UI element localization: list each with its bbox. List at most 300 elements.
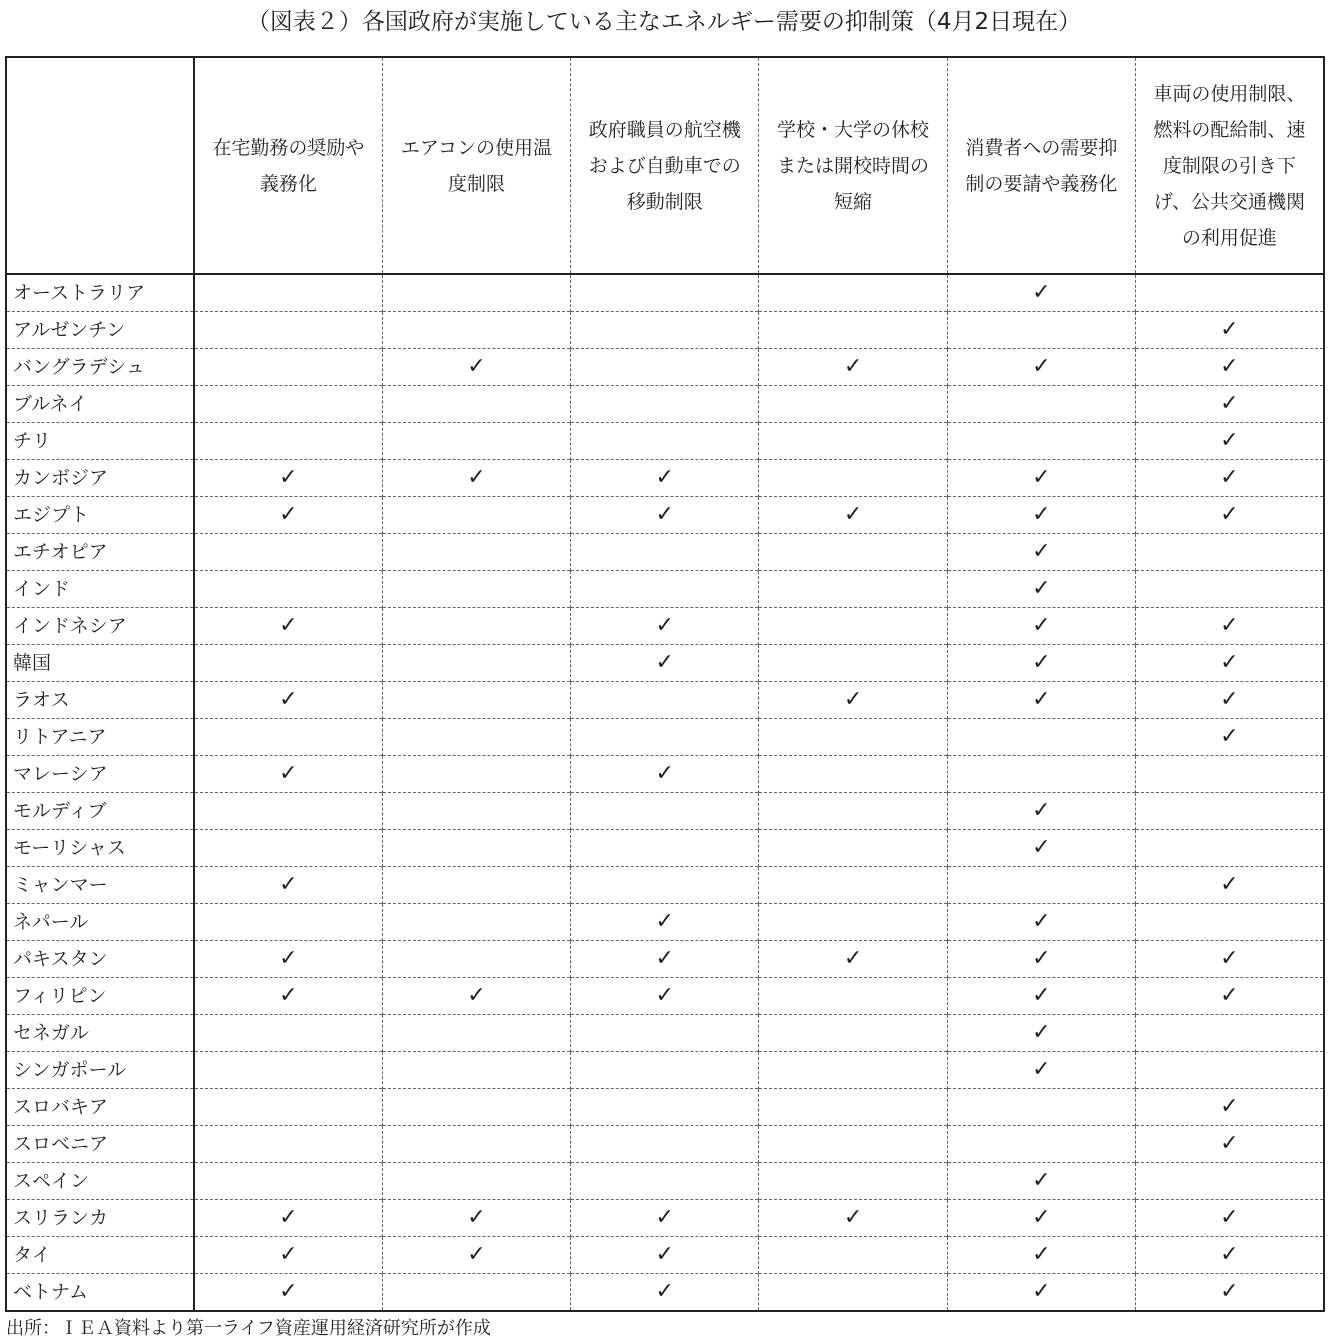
measure-cell xyxy=(194,830,382,867)
measure-cell xyxy=(382,1015,570,1052)
check-mark-icon: ✓ xyxy=(1032,687,1051,712)
measure-cell xyxy=(382,682,570,719)
measure-cell xyxy=(759,867,947,904)
check-mark-icon: ✓ xyxy=(1220,613,1239,638)
check-mark-icon: ✓ xyxy=(1032,1279,1051,1304)
measure-cell xyxy=(382,534,570,571)
table-row xyxy=(6,1015,1324,1052)
measure-cell xyxy=(1135,312,1323,349)
measure-cell xyxy=(759,497,947,534)
check-mark-icon: ✓ xyxy=(655,1242,674,1267)
check-mark-icon: ✓ xyxy=(655,946,674,971)
measure-cell xyxy=(759,274,947,312)
check-mark-icon: ✓ xyxy=(843,502,863,527)
check-mark-icon: ✓ xyxy=(467,465,486,490)
check-mark-icon: ✓ xyxy=(1220,983,1239,1008)
measure-cell xyxy=(947,1052,1135,1089)
check-mark-icon: ✓ xyxy=(1032,280,1051,305)
measure-cell xyxy=(947,1237,1135,1274)
table-row xyxy=(6,274,1324,312)
table-row xyxy=(6,423,1324,460)
measure-cell xyxy=(571,1200,759,1237)
measure-cell xyxy=(571,1237,759,1274)
measure-cell xyxy=(571,386,759,423)
measure-cell xyxy=(947,571,1135,608)
country-cell: インドネシア xyxy=(6,608,194,645)
measure-cell xyxy=(194,349,382,386)
measure-cell xyxy=(194,904,382,941)
measure-cell xyxy=(759,904,947,941)
country-cell: チリ xyxy=(6,423,194,460)
check-mark-icon: ✓ xyxy=(279,613,298,638)
measure-cell xyxy=(571,1015,759,1052)
country-cell: タイ xyxy=(6,1237,194,1274)
measure-cell xyxy=(1135,904,1323,941)
table-row xyxy=(6,1274,1324,1312)
measure-cell xyxy=(1135,1089,1323,1126)
check-mark-icon: ✓ xyxy=(1032,576,1051,601)
measure-cell xyxy=(382,386,570,423)
measure-cell xyxy=(947,349,1135,386)
measure-cell xyxy=(194,645,382,682)
check-mark-icon: ✓ xyxy=(1032,983,1051,1008)
check-mark-icon: ✓ xyxy=(279,1279,298,1304)
table-row xyxy=(6,386,1324,423)
check-mark-icon: ✓ xyxy=(843,946,863,971)
measure-cell xyxy=(571,312,759,349)
measure-cell xyxy=(1135,1237,1323,1274)
measure-cell xyxy=(571,608,759,645)
check-mark-icon: ✓ xyxy=(655,909,674,934)
check-mark-icon: ✓ xyxy=(1032,1242,1051,1267)
measure-cell xyxy=(382,274,570,312)
measure-cell xyxy=(571,978,759,1015)
measure-cell xyxy=(571,1089,759,1126)
measure-cell xyxy=(947,645,1135,682)
country-cell: モーリシャス xyxy=(6,830,194,867)
figure-title: （図表２）各国政府が実施している主なエネルギー需要の抑制策（4月2日現在） xyxy=(246,9,1082,35)
check-mark-icon: ✓ xyxy=(279,946,298,971)
measure-cell xyxy=(382,460,570,497)
measure-cell xyxy=(571,571,759,608)
measure-cell xyxy=(759,978,947,1015)
check-mark-icon: ✓ xyxy=(467,354,486,379)
measure-cell xyxy=(382,719,570,756)
measure-cell xyxy=(571,349,759,386)
measure-cell xyxy=(571,423,759,460)
corner-cell xyxy=(6,57,194,274)
measure-cell xyxy=(382,497,570,534)
measure-cell xyxy=(1135,534,1323,571)
measure-cell xyxy=(571,645,759,682)
measure-cell xyxy=(1135,1015,1323,1052)
measure-cell xyxy=(382,830,570,867)
check-mark-icon: ✓ xyxy=(1032,354,1051,379)
check-mark-icon: ✓ xyxy=(655,1205,674,1230)
measure-cell xyxy=(947,1200,1135,1237)
country-cell: バングラデシュ xyxy=(6,349,194,386)
measure-cell xyxy=(194,608,382,645)
measure-cell xyxy=(1135,571,1323,608)
measure-cell xyxy=(1135,941,1323,978)
measure-cell xyxy=(1135,1052,1323,1089)
measure-cell xyxy=(947,682,1135,719)
measure-cell xyxy=(382,312,570,349)
check-mark-icon: ✓ xyxy=(1032,1057,1051,1082)
measure-cell xyxy=(382,904,570,941)
column-header: 政府職員の航空機 および自動車での 移動制限 xyxy=(571,57,759,274)
check-mark-icon: ✓ xyxy=(279,502,298,527)
measure-cell xyxy=(194,1089,382,1126)
country-cell: セネガル xyxy=(6,1015,194,1052)
measure-cell xyxy=(759,1015,947,1052)
table-row xyxy=(6,793,1324,830)
measure-cell xyxy=(194,274,382,312)
table-row xyxy=(6,1089,1324,1126)
measure-cell xyxy=(947,497,1135,534)
measure-cell xyxy=(1135,274,1323,312)
measure-cell xyxy=(194,793,382,830)
table-row xyxy=(6,941,1324,978)
check-mark-icon: ✓ xyxy=(1032,1168,1051,1193)
measure-cell xyxy=(194,682,382,719)
table-row xyxy=(6,1200,1324,1237)
measure-cell xyxy=(382,793,570,830)
measure-cell xyxy=(194,312,382,349)
measure-cell xyxy=(194,497,382,534)
check-mark-icon: ✓ xyxy=(467,1242,486,1267)
check-mark-icon: ✓ xyxy=(279,983,298,1008)
table-row xyxy=(6,608,1324,645)
table-row xyxy=(6,830,1324,867)
check-mark-icon: ✓ xyxy=(655,613,674,638)
country-cell: スロバキア xyxy=(6,1089,194,1126)
check-mark-icon: ✓ xyxy=(843,354,863,379)
check-mark-icon: ✓ xyxy=(655,983,674,1008)
measure-cell xyxy=(194,1163,382,1200)
measure-cell xyxy=(382,1274,570,1312)
measure-cell xyxy=(947,608,1135,645)
measure-cell xyxy=(382,1052,570,1089)
measure-cell xyxy=(194,571,382,608)
measure-cell xyxy=(759,1200,947,1237)
check-mark-icon: ✓ xyxy=(279,872,298,897)
column-header: 車両の使用制限、 燃料の配給制、速 度制限の引き下 げ、公共交通機関 の利用促進 xyxy=(1135,57,1323,274)
measure-cell xyxy=(382,1200,570,1237)
measure-cell xyxy=(1135,978,1323,1015)
measure-cell xyxy=(759,682,947,719)
measure-cell xyxy=(947,534,1135,571)
measure-cell xyxy=(1135,497,1323,534)
column-header: 消費者への需要抑 制の要請や義務化 xyxy=(947,57,1135,274)
check-mark-icon: ✓ xyxy=(1220,354,1239,379)
country-cell: カンボジア xyxy=(6,460,194,497)
check-mark-icon: ✓ xyxy=(1220,465,1239,490)
table-row xyxy=(6,1163,1324,1200)
check-mark-icon: ✓ xyxy=(1032,539,1051,564)
measure-cell xyxy=(947,1163,1135,1200)
check-mark-icon: ✓ xyxy=(1220,650,1239,675)
measure-cell xyxy=(382,1237,570,1274)
check-mark-icon: ✓ xyxy=(467,983,486,1008)
measure-cell xyxy=(947,1089,1135,1126)
table-row xyxy=(6,497,1324,534)
measure-cell xyxy=(759,534,947,571)
measure-cell xyxy=(194,1237,382,1274)
measure-cell xyxy=(571,830,759,867)
measure-cell xyxy=(759,460,947,497)
measure-cell xyxy=(1135,793,1323,830)
measure-cell xyxy=(759,1237,947,1274)
table-row xyxy=(6,645,1324,682)
check-mark-icon: ✓ xyxy=(1220,1242,1239,1267)
measure-cell xyxy=(1135,1274,1323,1312)
measure-cell xyxy=(947,830,1135,867)
measure-cell xyxy=(194,1200,382,1237)
column-header: 学校・大学の休校 または開校時間の 短縮 xyxy=(759,57,947,274)
country-cell: スロベニア xyxy=(6,1126,194,1163)
measure-cell xyxy=(759,1052,947,1089)
measure-cell xyxy=(194,1052,382,1089)
check-mark-icon: ✓ xyxy=(1220,1279,1239,1304)
check-mark-icon: ✓ xyxy=(655,650,674,675)
country-cell: 韓国 xyxy=(6,645,194,682)
check-mark-icon: ✓ xyxy=(1220,428,1239,453)
measure-cell xyxy=(759,423,947,460)
country-cell: リトアニア xyxy=(6,719,194,756)
check-mark-icon: ✓ xyxy=(843,1205,863,1230)
country-cell: ネパール xyxy=(6,904,194,941)
measures-table xyxy=(5,56,1325,1312)
measure-cell xyxy=(1135,1126,1323,1163)
check-mark-icon: ✓ xyxy=(1220,1094,1239,1119)
check-mark-icon: ✓ xyxy=(1220,946,1239,971)
measure-cell xyxy=(382,941,570,978)
measure-cell xyxy=(759,1163,947,1200)
measure-cell xyxy=(947,312,1135,349)
measure-cell xyxy=(1135,423,1323,460)
measure-cell xyxy=(382,571,570,608)
measure-cell xyxy=(571,1163,759,1200)
measure-cell xyxy=(194,534,382,571)
measure-cell xyxy=(571,719,759,756)
check-mark-icon: ✓ xyxy=(279,687,298,712)
measure-cell xyxy=(1135,386,1323,423)
table-row xyxy=(6,904,1324,941)
measure-cell xyxy=(194,941,382,978)
measure-cell xyxy=(947,756,1135,793)
country-cell: ブルネイ xyxy=(6,386,194,423)
measure-cell xyxy=(947,1126,1135,1163)
check-mark-icon: ✓ xyxy=(655,465,674,490)
measure-cell xyxy=(571,274,759,312)
country-cell: アルゼンチン xyxy=(6,312,194,349)
measure-cell xyxy=(759,941,947,978)
table-row xyxy=(6,312,1324,349)
table-row xyxy=(6,978,1324,1015)
check-mark-icon: ✓ xyxy=(1220,724,1239,749)
measure-cell xyxy=(759,1274,947,1312)
measure-cell xyxy=(759,830,947,867)
check-mark-icon: ✓ xyxy=(1032,613,1051,638)
measure-cell xyxy=(382,756,570,793)
measure-cell xyxy=(571,460,759,497)
measure-cell xyxy=(571,756,759,793)
measure-cell xyxy=(1135,608,1323,645)
measure-cell xyxy=(759,608,947,645)
measure-cell xyxy=(1135,756,1323,793)
table-row xyxy=(6,534,1324,571)
country-cell: パキスタン xyxy=(6,941,194,978)
measure-cell xyxy=(382,867,570,904)
measure-cell xyxy=(947,1274,1135,1312)
check-mark-icon: ✓ xyxy=(279,1242,298,1267)
measure-cell xyxy=(194,1126,382,1163)
measure-cell xyxy=(571,1126,759,1163)
measure-cell xyxy=(194,978,382,1015)
source-note: 出所：ＩＥＡ資料より第一ライフ資産運用経済研究所が作成 xyxy=(6,1318,491,1339)
check-mark-icon: ✓ xyxy=(1220,687,1239,712)
measure-cell xyxy=(947,423,1135,460)
measure-cell xyxy=(382,423,570,460)
measure-cell xyxy=(571,941,759,978)
measure-cell xyxy=(194,1015,382,1052)
check-mark-icon: ✓ xyxy=(1220,502,1239,527)
measure-cell xyxy=(1135,349,1323,386)
country-cell: オーストラリア xyxy=(13,282,146,304)
measure-cell xyxy=(759,719,947,756)
check-mark-icon: ✓ xyxy=(1220,1131,1239,1156)
country-cell: シンガポール xyxy=(6,1052,194,1089)
measure-cell xyxy=(382,645,570,682)
measure-cell xyxy=(759,793,947,830)
measure-cell xyxy=(1135,682,1323,719)
table-row xyxy=(6,349,1324,386)
measure-cell xyxy=(1135,1200,1323,1237)
country-cell: スペイン xyxy=(6,1163,194,1200)
check-mark-icon: ✓ xyxy=(655,1279,674,1304)
measure-cell xyxy=(382,1163,570,1200)
measure-cell xyxy=(382,1126,570,1163)
table-row xyxy=(6,1126,1324,1163)
measure-cell xyxy=(1135,645,1323,682)
measure-cell xyxy=(1135,867,1323,904)
measure-cell xyxy=(947,793,1135,830)
measure-cell xyxy=(1135,1163,1323,1200)
country-cell: ミャンマー xyxy=(6,867,194,904)
measure-cell xyxy=(194,756,382,793)
measure-cell xyxy=(571,793,759,830)
table-row xyxy=(6,682,1324,719)
table-row xyxy=(6,867,1324,904)
measure-cell xyxy=(759,645,947,682)
measure-cell xyxy=(1135,830,1323,867)
measure-cell xyxy=(571,1052,759,1089)
country-cell: フィリピン xyxy=(6,978,194,1015)
country-cell: モルディブ xyxy=(6,793,194,830)
check-mark-icon: ✓ xyxy=(467,1205,486,1230)
table-row xyxy=(6,756,1324,793)
table-row xyxy=(6,719,1324,756)
country-cell: スリランカ xyxy=(6,1200,194,1237)
measure-cell xyxy=(194,423,382,460)
measure-cell xyxy=(571,904,759,941)
measure-cell xyxy=(947,867,1135,904)
measure-cell xyxy=(759,386,947,423)
check-mark-icon: ✓ xyxy=(655,761,674,786)
measure-cell xyxy=(947,719,1135,756)
check-mark-icon: ✓ xyxy=(1220,391,1239,416)
measure-cell xyxy=(1135,719,1323,756)
measure-cell xyxy=(759,1089,947,1126)
measure-cell xyxy=(571,534,759,571)
check-mark-icon: ✓ xyxy=(1032,650,1051,675)
table-row xyxy=(6,1237,1324,1274)
measure-cell xyxy=(947,978,1135,1015)
measure-cell xyxy=(571,497,759,534)
check-mark-icon: ✓ xyxy=(655,502,674,527)
check-mark-icon: ✓ xyxy=(1032,835,1051,860)
check-mark-icon: ✓ xyxy=(1220,872,1239,897)
measure-cell xyxy=(571,1274,759,1312)
column-header: エアコンの使用温 度制限 xyxy=(382,57,570,274)
country-cell: インド xyxy=(6,571,194,608)
check-mark-icon: ✓ xyxy=(1032,502,1051,527)
check-mark-icon: ✓ xyxy=(1032,1205,1051,1230)
check-mark-icon: ✓ xyxy=(1032,465,1051,490)
check-mark-icon: ✓ xyxy=(1032,1020,1051,1045)
country-cell: エジプト xyxy=(6,497,194,534)
check-mark-icon: ✓ xyxy=(1032,946,1051,971)
measure-cell xyxy=(382,349,570,386)
measure-cell xyxy=(947,941,1135,978)
measure-cell xyxy=(194,867,382,904)
measure-cell xyxy=(1135,460,1323,497)
check-mark-icon: ✓ xyxy=(1032,798,1051,823)
check-mark-icon: ✓ xyxy=(279,761,298,786)
measure-cell xyxy=(194,460,382,497)
check-mark-icon: ✓ xyxy=(1032,909,1051,934)
measure-cell xyxy=(947,904,1135,941)
country-cell: ベトナム xyxy=(6,1274,194,1312)
measure-cell xyxy=(759,349,947,386)
table-row xyxy=(6,571,1324,608)
measure-cell xyxy=(759,312,947,349)
table-row xyxy=(6,1052,1324,1089)
measure-cell xyxy=(571,867,759,904)
measure-cell xyxy=(947,386,1135,423)
measure-cell xyxy=(947,274,1135,312)
table-row xyxy=(6,460,1324,497)
measure-cell xyxy=(947,1015,1135,1052)
country-cell: ラオス xyxy=(6,682,194,719)
measure-cell xyxy=(194,386,382,423)
table-header-row xyxy=(6,57,1324,274)
measure-cell xyxy=(382,608,570,645)
measure-cell xyxy=(194,1274,382,1312)
table-body xyxy=(6,274,1324,1311)
check-mark-icon: ✓ xyxy=(843,687,863,712)
check-mark-icon: ✓ xyxy=(279,1205,298,1230)
measure-cell xyxy=(382,978,570,1015)
measure-cell xyxy=(382,1089,570,1126)
measure-cell xyxy=(194,719,382,756)
check-mark-icon: ✓ xyxy=(1220,317,1239,342)
check-mark-icon: ✓ xyxy=(1220,1205,1239,1230)
check-mark-icon: ✓ xyxy=(279,465,298,490)
country-cell: マレーシア xyxy=(6,756,194,793)
measure-cell xyxy=(947,460,1135,497)
